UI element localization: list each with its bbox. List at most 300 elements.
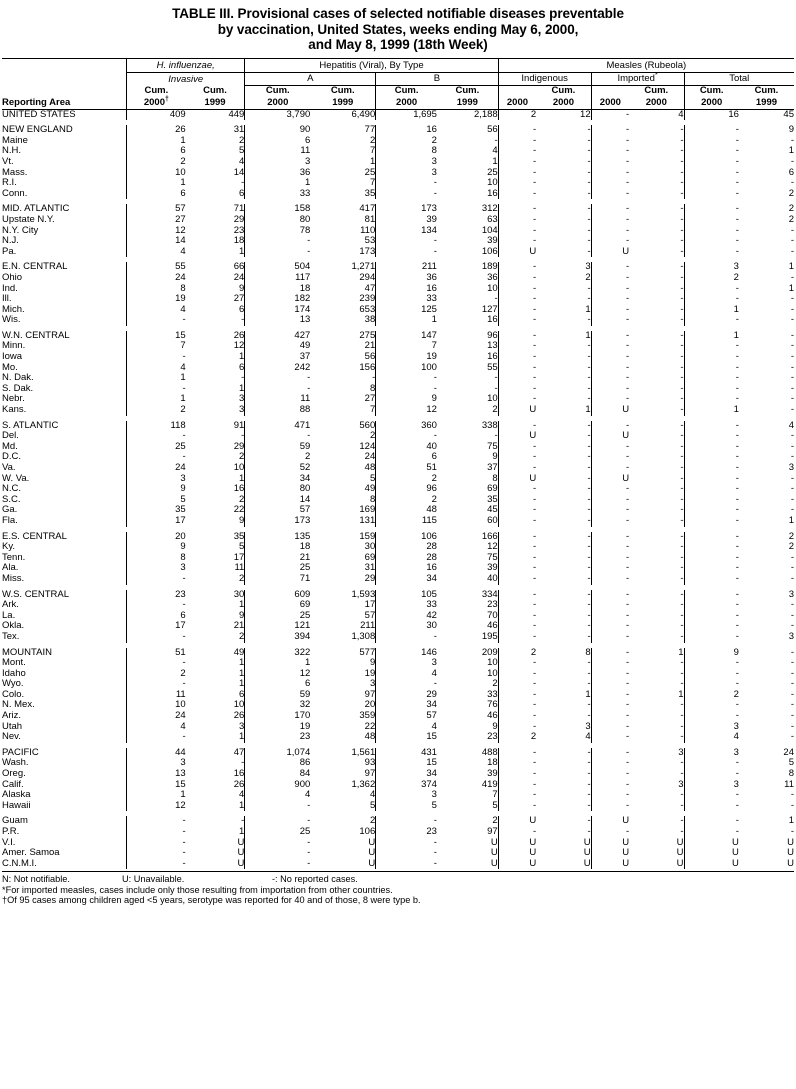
row-value: 3: [245, 157, 310, 168]
row-value: -: [684, 284, 739, 295]
row-value: -: [790, 472, 794, 484]
row-value: -: [790, 551, 794, 563]
row-value: -: [684, 632, 739, 643]
row-value: -: [376, 838, 437, 849]
row-value: 17: [364, 599, 376, 611]
row-value: -: [376, 247, 437, 258]
row-area-label: Amer. Samoa: [2, 847, 60, 859]
row-value: -: [498, 505, 536, 516]
table-row: [2, 859, 794, 870]
row-value: -: [684, 532, 739, 543]
row-value: -: [790, 271, 794, 283]
row-value: 33: [245, 189, 310, 200]
row-value: -: [587, 657, 591, 669]
row-value: 653: [359, 303, 376, 315]
row-value: U: [591, 838, 629, 849]
row-value: 3: [376, 790, 437, 801]
row-value: -: [591, 484, 629, 495]
row-value: 17: [127, 516, 186, 527]
row-value: -: [498, 600, 536, 611]
row-value: 166: [481, 530, 498, 542]
row-value: 9: [127, 542, 186, 553]
row-value: 45: [487, 504, 498, 516]
row-value: -: [790, 720, 794, 732]
row-value: U: [787, 857, 794, 869]
row-value: 1: [127, 178, 186, 189]
row-value: -: [498, 442, 536, 453]
row-value: -: [790, 620, 794, 632]
row-value: -: [591, 648, 629, 659]
row-value: 39: [487, 562, 498, 574]
row-value: -: [680, 551, 684, 563]
row-value: -: [498, 215, 536, 226]
col-head-1-line2: [127, 97, 186, 110]
row-value: 20: [127, 532, 186, 543]
table-row: [2, 648, 794, 659]
row-value: 182: [245, 294, 310, 305]
row-value: 66: [233, 261, 245, 273]
row-value: -: [680, 710, 684, 722]
table-row: [2, 247, 794, 258]
row-area-label: E.N. CENTRAL: [2, 261, 68, 273]
row-value: 40: [376, 442, 437, 453]
row-value: 5: [239, 541, 245, 553]
row-value: 22: [364, 720, 376, 732]
group-hepatitis-a: A: [245, 73, 376, 86]
row-value: -: [127, 658, 186, 669]
row-value: -: [591, 801, 629, 812]
row-value: 1: [239, 731, 245, 743]
row-value: 6: [376, 452, 437, 463]
row-value: -: [680, 430, 684, 442]
row-value: -: [680, 293, 684, 305]
row-value: -: [591, 532, 629, 543]
row-value: 146: [376, 648, 437, 659]
row-value: -: [127, 827, 186, 838]
table-row: [2, 790, 794, 801]
row-value: 22: [233, 504, 245, 516]
row-value: 30: [376, 621, 437, 632]
row-value: 2: [684, 690, 739, 701]
row-area-label: PACIFIC: [2, 746, 39, 758]
col-head-12-line1: Cum.: [754, 85, 779, 96]
row-value: 3: [788, 630, 794, 642]
row-value: -: [790, 224, 794, 236]
row-value: 312: [481, 203, 498, 215]
row-value: 3: [376, 157, 437, 168]
row-value: -: [245, 801, 310, 812]
table-row: [2, 758, 794, 769]
row-value: -: [680, 303, 684, 315]
row-value: -: [680, 493, 684, 505]
row-value: 4: [376, 669, 437, 680]
row-value: 11: [234, 562, 245, 574]
row-area-label: S. ATLANTIC: [2, 419, 59, 431]
row-value: 7: [376, 341, 437, 352]
col-head-1-line1: Cum.: [127, 86, 186, 97]
row-value: 3: [239, 393, 245, 405]
row-value: 158: [245, 204, 310, 215]
row-value: 71: [233, 203, 245, 215]
row-value: -: [376, 848, 437, 859]
table-row: [2, 474, 794, 485]
row-value: -: [680, 757, 684, 769]
row-value: -: [591, 748, 629, 759]
row-value: -: [372, 372, 376, 384]
row-value: -: [587, 419, 591, 431]
row-value: 3: [788, 462, 794, 473]
row-value: 25: [245, 563, 310, 574]
row-value: -: [376, 384, 437, 395]
row-value: -: [587, 609, 591, 621]
row-value: 7: [369, 145, 376, 157]
row-value: 100: [376, 363, 437, 374]
row-value: -: [498, 273, 536, 284]
row-value: U: [787, 847, 794, 859]
row-value: -: [684, 226, 739, 237]
row-value: -: [591, 669, 629, 680]
row-value: 16: [487, 351, 498, 363]
row-value: 8: [369, 382, 376, 394]
row-value: -: [127, 315, 186, 326]
row-value: -: [591, 711, 629, 722]
row-value: 135: [245, 532, 310, 543]
row-value: -: [684, 600, 739, 611]
row-value: 53: [364, 235, 376, 247]
group-h-influenzae-line2: Invasive: [127, 73, 245, 86]
row-value: -: [684, 574, 739, 585]
row-value: 121: [245, 621, 310, 632]
row-value: 127: [481, 303, 498, 315]
row-value: 2: [788, 213, 794, 225]
row-value: -: [591, 542, 629, 553]
footnote-serotype: †Of 95 cases among children aged <5 years, serotype was reported for 40 and of those, 8 were type b.: [2, 895, 421, 906]
row-value: 49: [364, 483, 376, 495]
row-value: -: [684, 484, 739, 495]
row-value: 394: [245, 632, 310, 643]
row-value: -: [587, 351, 591, 363]
row-value: 57: [376, 711, 437, 722]
row-value: U: [237, 857, 245, 869]
row-value: -: [498, 262, 536, 273]
row-value: U: [591, 474, 629, 485]
row-value: 1: [239, 245, 245, 257]
row-value: -: [684, 394, 739, 405]
row-value: -: [127, 452, 186, 463]
row-value: -: [587, 826, 591, 837]
title-line-3: and May 8, 1999 (18th Week): [308, 37, 488, 52]
row-value: -: [587, 282, 591, 294]
row-value: -: [245, 247, 310, 258]
col-head-3-line1: Cum.: [245, 86, 310, 97]
row-value: -: [587, 678, 591, 690]
row-value: -: [498, 125, 536, 136]
row-value: 59: [245, 690, 310, 701]
row-value: 11: [127, 690, 186, 701]
row-value: -: [684, 431, 739, 442]
table-row: [2, 722, 794, 733]
row-value: 46: [487, 620, 498, 632]
table-row: [2, 405, 794, 416]
row-value: 51: [376, 463, 437, 474]
table-row: [2, 553, 794, 564]
row-value: -: [498, 484, 536, 495]
row-value: 1: [127, 136, 186, 147]
row-value: -: [587, 493, 591, 505]
row-value: 2: [127, 157, 186, 168]
row-value: 1,593: [351, 588, 376, 600]
row-value: 170: [245, 711, 310, 722]
row-area-label: S.C.: [2, 493, 21, 505]
row-value: -: [684, 168, 739, 179]
row-value: 3: [678, 746, 684, 758]
row-value: 31: [233, 124, 245, 136]
row-value: -: [591, 621, 629, 632]
row-value: 17: [127, 621, 186, 632]
row-value: 81: [364, 213, 376, 225]
row-value: -: [498, 495, 536, 506]
footnote-no-reported-cases: -: No reported cases.: [272, 874, 358, 885]
row-value: 57: [127, 204, 186, 215]
row-value: 26: [233, 710, 245, 722]
row-value: -: [587, 710, 591, 722]
row-value: 25: [487, 166, 498, 178]
row-value: U: [583, 836, 591, 848]
row-value: -: [684, 442, 739, 453]
table-row: [2, 431, 794, 442]
row-value: 17: [233, 551, 245, 563]
row-value: -: [498, 553, 536, 564]
row-value: 1,074: [245, 748, 310, 759]
row-value: -: [127, 859, 186, 870]
row-value: -: [684, 294, 739, 305]
row-value: 93: [364, 757, 376, 769]
row-value: 2: [239, 451, 245, 463]
row-value: 106: [359, 826, 376, 837]
row-value: -: [587, 746, 591, 758]
row-area-label: NEW ENGLAND: [2, 124, 73, 136]
row-value: -: [127, 352, 186, 363]
row-value: 8: [127, 284, 186, 295]
row-value: -: [241, 757, 245, 769]
row-value: 14: [233, 166, 245, 178]
row-value: 900: [245, 780, 310, 791]
row-value: -: [591, 341, 629, 352]
row-area-label: N. Mex.: [2, 699, 35, 711]
row-value: 45: [783, 108, 794, 120]
row-value: -: [498, 178, 536, 189]
row-value: -: [587, 245, 591, 257]
row-area-label: E.S. CENTRAL: [2, 530, 67, 542]
row-value: 106: [376, 532, 437, 543]
row-value: -: [680, 351, 684, 363]
row-value: 20: [364, 699, 376, 711]
row-value: -: [127, 838, 186, 849]
row-value: -: [587, 451, 591, 463]
row-value: 3: [369, 678, 376, 690]
row-value: -: [498, 284, 536, 295]
row-value: 1: [585, 688, 591, 700]
row-value: 338: [481, 419, 498, 431]
row-value: U: [498, 859, 536, 870]
row-value: -: [498, 711, 536, 722]
table-row: [2, 157, 794, 168]
row-value: 30: [233, 588, 245, 600]
row-value: 13: [487, 340, 498, 352]
row-value: 3: [239, 720, 245, 732]
row-value: 2: [498, 648, 536, 659]
row-value: 12: [127, 801, 186, 812]
row-value: 29: [233, 440, 245, 452]
row-area-label: Ala.: [2, 562, 19, 574]
row-value: 2: [498, 109, 536, 120]
row-value: 110: [360, 224, 376, 236]
row-value: 25: [245, 827, 310, 838]
row-value: -: [127, 732, 186, 743]
row-value: U: [676, 847, 684, 859]
row-value: 13: [127, 769, 186, 780]
row-value: -: [591, 315, 629, 326]
row-value: 75: [487, 440, 498, 452]
row-value: U: [684, 838, 739, 849]
row-value: 25: [127, 442, 186, 453]
table-row: [2, 801, 794, 812]
row-value: 13: [245, 315, 310, 326]
row-value: -: [498, 394, 536, 405]
row-value: 96: [487, 329, 498, 341]
row-value: -: [684, 611, 739, 622]
row-value: -: [498, 801, 536, 812]
row-value: -: [127, 600, 186, 611]
row-value: 3,790: [245, 109, 310, 120]
table-row: [2, 532, 794, 543]
table-row: [2, 178, 794, 189]
row-value: 2: [369, 430, 376, 442]
table-row: [2, 848, 794, 859]
col-head-8-line1: Cum.: [551, 85, 576, 96]
row-value: -: [684, 669, 739, 680]
row-value: 26: [233, 329, 245, 341]
row-value: -: [245, 848, 310, 859]
row-value: -: [684, 146, 739, 157]
row-value: -: [790, 699, 794, 711]
row-value: -: [680, 504, 684, 516]
table-row: [2, 679, 794, 690]
row-value: -: [591, 189, 629, 200]
row-value: -: [790, 657, 794, 669]
row-value: 1: [788, 514, 794, 526]
row-value: -: [498, 700, 536, 711]
row-value: -: [591, 516, 629, 527]
row-value: -: [680, 203, 684, 215]
row-value: 3: [788, 588, 794, 600]
row-value: -: [587, 620, 591, 632]
row-value: 5: [492, 799, 498, 811]
row-value: 3: [127, 758, 186, 769]
row-value: -: [127, 848, 186, 859]
row-value: -: [587, 541, 591, 553]
row-value: -: [587, 514, 591, 526]
row-value: -: [587, 483, 591, 495]
row-value: -: [680, 224, 684, 236]
row-value: -: [591, 679, 629, 690]
row-value: 2: [127, 669, 186, 680]
row-value: -: [684, 189, 739, 200]
row-area-label: Wash.: [2, 757, 29, 769]
table-row: [2, 495, 794, 506]
row-value: -: [790, 710, 794, 722]
row-value: -: [498, 669, 536, 680]
row-value: U: [237, 836, 245, 848]
row-value: -: [494, 382, 498, 394]
row-value: -: [245, 838, 310, 849]
row-value: -: [587, 393, 591, 405]
footnotes: [2, 874, 794, 905]
row-value: -: [587, 599, 591, 611]
row-value: 3: [585, 720, 591, 732]
row-value: 1: [585, 329, 591, 341]
row-value: 2: [492, 815, 498, 827]
row-value: -: [591, 574, 629, 585]
footnote-row-1: [2, 874, 794, 884]
row-value: -: [591, 700, 629, 711]
row-area-label: W. Va.: [2, 472, 30, 484]
row-value: 2: [492, 678, 498, 690]
group-h-influenzae-line1: H. influenzae,: [156, 60, 215, 72]
row-area-label: Nebr.: [2, 393, 25, 405]
row-value: 97: [364, 688, 376, 700]
row-value: 419: [481, 778, 498, 790]
row-value: -: [587, 155, 591, 167]
row-value: 77: [364, 124, 376, 136]
row-value: -: [680, 678, 684, 690]
row-value: -: [498, 679, 536, 690]
row-value: 1: [239, 657, 245, 669]
row-value: -: [790, 504, 794, 516]
row-value: -: [587, 372, 591, 384]
row-value: -: [684, 790, 739, 801]
row-value: 56: [364, 351, 376, 363]
row-value: -: [498, 305, 536, 316]
row-value: 14: [127, 236, 186, 247]
row-area-label: Calif.: [2, 778, 24, 790]
row-value: 4: [239, 155, 245, 167]
row-value: 2: [239, 572, 245, 584]
row-value: -: [498, 516, 536, 527]
row-area-label: MOUNTAIN: [2, 646, 52, 658]
col-head-11-line1: Cum.: [684, 86, 739, 97]
group-total: Total: [684, 73, 794, 86]
table-row: [2, 452, 794, 463]
row-value: -: [587, 778, 591, 790]
row-value: -: [587, 145, 591, 157]
row-value: -: [680, 572, 684, 584]
group-indigenous: Indigenous: [498, 73, 591, 86]
row-value: 209: [481, 646, 498, 658]
table-row: [2, 711, 794, 722]
row-value: -: [591, 168, 629, 179]
row-value: -: [680, 620, 684, 632]
row-value: 71: [245, 574, 310, 585]
row-value: 32: [245, 700, 310, 711]
row-value: 75: [487, 551, 498, 563]
row-value: -: [790, 609, 794, 621]
row-value: U: [368, 857, 376, 869]
row-value: 16: [376, 284, 437, 295]
row-area-label: Alaska: [2, 789, 31, 801]
row-value: -: [591, 352, 629, 363]
table-row: [2, 262, 794, 273]
